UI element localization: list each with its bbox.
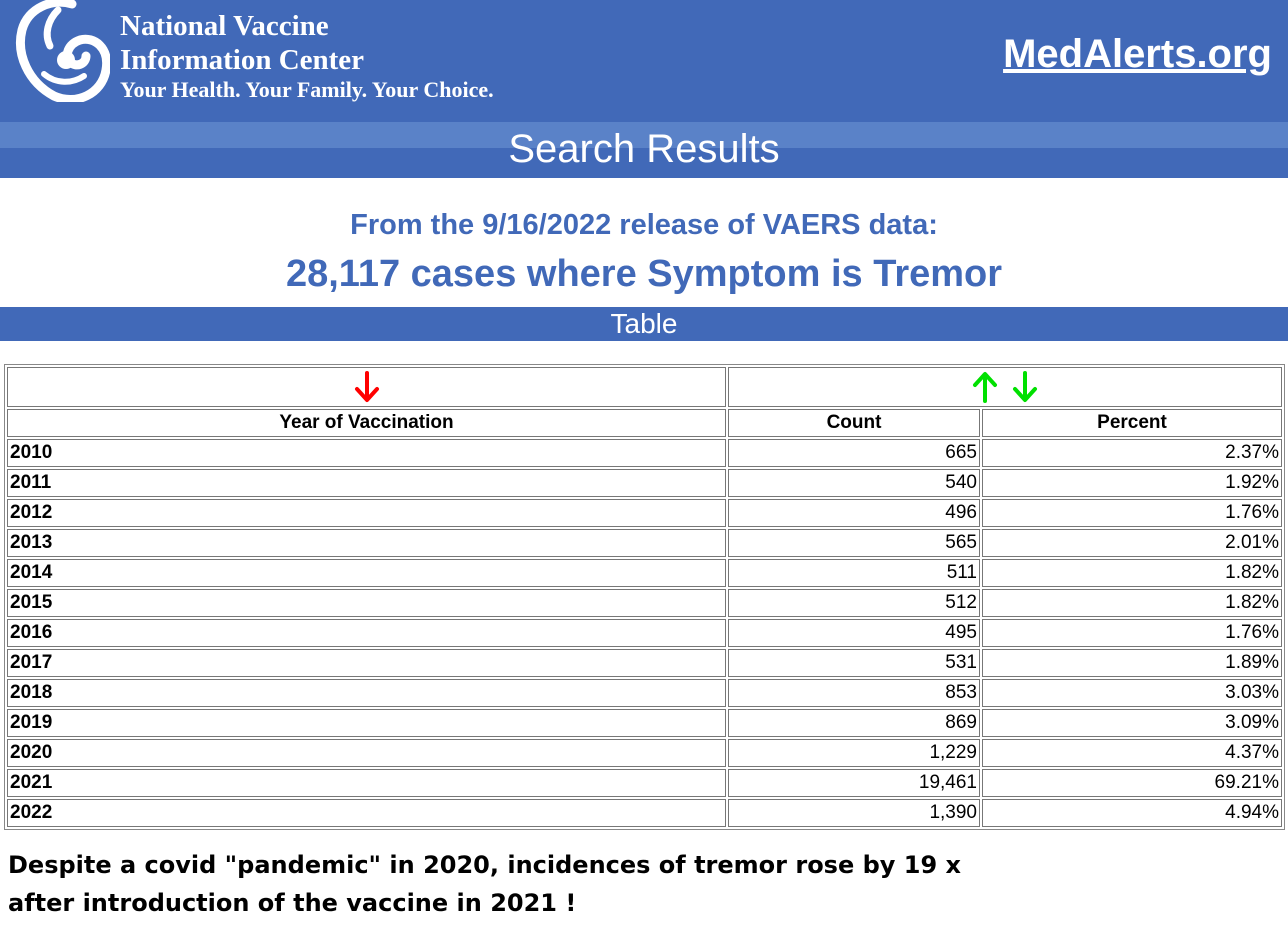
percent-cell: 1.92% xyxy=(982,469,1282,497)
table-row xyxy=(7,679,1282,707)
organization-name xyxy=(120,9,364,77)
count-cell: 1,390 xyxy=(728,799,980,827)
year-cell: 2012 xyxy=(7,499,726,527)
year-cell: 2016 xyxy=(7,619,726,647)
count-cell: 853 xyxy=(728,679,980,707)
year-cell: 2010 xyxy=(7,439,726,467)
count-cell: 565 xyxy=(728,529,980,557)
count-cell: 512 xyxy=(728,589,980,617)
release-line: From the 9/16/2022 release of VAERS data: xyxy=(350,209,938,241)
note-line1: Despite a covid "pandemic" in 2020, incidences of tremor rose by 19 x xyxy=(8,851,962,879)
percent-cell: 2.37% xyxy=(982,439,1282,467)
table-row xyxy=(7,559,1282,587)
medalerts-link[interactable]: MedAlerts.org xyxy=(1003,32,1272,76)
note-line2: after introduction of the vaccine in 2021 ! xyxy=(8,889,577,917)
percent-cell: 3.09% xyxy=(982,709,1282,737)
percent-column-header: Percent xyxy=(982,409,1282,437)
cases-line: 28,117 cases where Symptom is Tremor xyxy=(285,253,1003,295)
percent-cell: 1.89% xyxy=(982,649,1282,677)
percent-cell: 1.76% xyxy=(982,499,1282,527)
count-cell: 540 xyxy=(728,469,980,497)
count-cell: 495 xyxy=(728,619,980,647)
year-cell: 2011 xyxy=(7,469,726,497)
percent-cell: 4.37% xyxy=(982,739,1282,767)
count-column-header: Count xyxy=(728,409,980,437)
table-row xyxy=(7,769,1282,797)
count-sort-cell xyxy=(728,367,1282,407)
sort-row xyxy=(7,367,1282,407)
count-cell: 531 xyxy=(728,649,980,677)
org-name-line2: Information Center xyxy=(120,44,365,76)
percent-cell: 4.94% xyxy=(982,799,1282,827)
table-row xyxy=(7,649,1282,677)
table-row xyxy=(7,799,1282,827)
year-cell: 2018 xyxy=(7,679,726,707)
year-column-header: Year of Vaccination xyxy=(7,409,726,437)
table-row xyxy=(7,469,1282,497)
table-row xyxy=(7,709,1282,737)
table-section-bar: Table xyxy=(0,307,1288,341)
count-cell: 496 xyxy=(728,499,980,527)
green-down-arrow-icon[interactable] xyxy=(1012,371,1038,403)
percent-cell: 1.82% xyxy=(982,589,1282,617)
count-cell: 511 xyxy=(728,559,980,587)
year-cell: 2013 xyxy=(7,529,726,557)
table-body xyxy=(7,439,1282,827)
count-cell: 869 xyxy=(728,709,980,737)
percent-cell: 3.03% xyxy=(982,679,1282,707)
table-row xyxy=(7,739,1282,767)
org-tagline: Your Health. Your Family. Your Choice. xyxy=(120,77,494,102)
year-cell: 2017 xyxy=(7,649,726,677)
table-row xyxy=(7,499,1282,527)
year-cell: 2020 xyxy=(7,739,726,767)
org-name-line1: National Vaccine xyxy=(120,10,329,42)
percent-cell: 69.21% xyxy=(982,769,1282,797)
year-cell: 2019 xyxy=(7,709,726,737)
mother-child-logo-icon[interactable] xyxy=(14,0,110,102)
year-cell: 2022 xyxy=(7,799,726,827)
percent-cell: 2.01% xyxy=(982,529,1282,557)
year-cell: 2014 xyxy=(7,559,726,587)
year-sort-cell xyxy=(7,367,726,407)
commentary-note xyxy=(8,846,961,922)
results-table-container xyxy=(4,364,1285,830)
count-cell: 1,229 xyxy=(728,739,980,767)
green-up-arrow-icon[interactable] xyxy=(972,371,998,403)
table-header-row xyxy=(7,409,1282,437)
percent-cell: 1.82% xyxy=(982,559,1282,587)
year-cell: 2015 xyxy=(7,589,726,617)
search-results-title: Search Results xyxy=(508,127,780,171)
table-row xyxy=(7,439,1282,467)
count-cell: 19,461 xyxy=(728,769,980,797)
table-row xyxy=(7,619,1282,647)
table-row xyxy=(7,529,1282,557)
count-cell: 665 xyxy=(728,439,980,467)
red-down-arrow-icon[interactable] xyxy=(354,371,380,403)
results-table xyxy=(5,365,1284,829)
table-row xyxy=(7,589,1282,617)
percent-cell: 1.76% xyxy=(982,619,1282,647)
year-cell: 2021 xyxy=(7,769,726,797)
site-header xyxy=(0,0,1288,122)
